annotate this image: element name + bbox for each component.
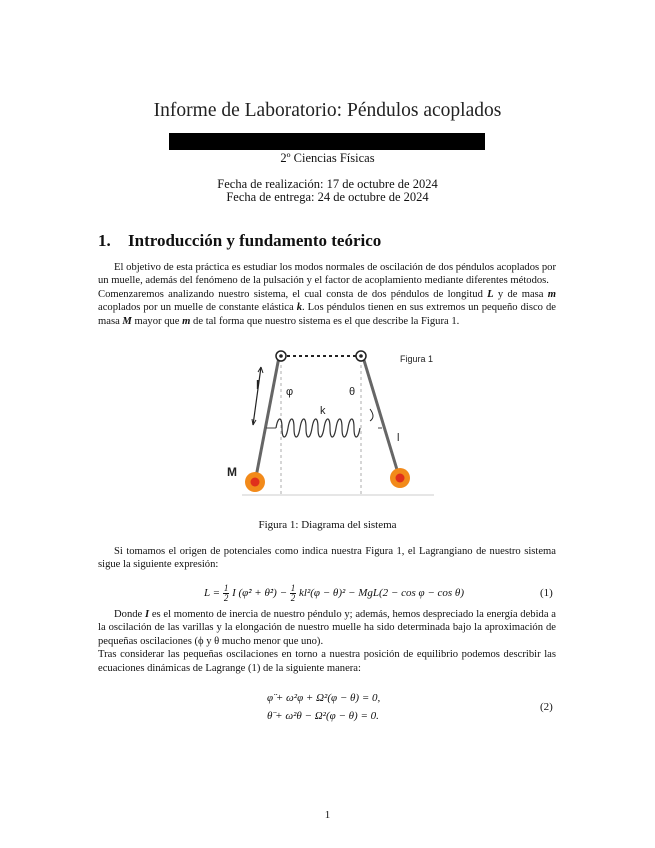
- spring: [276, 419, 360, 437]
- page-number: 1: [324, 809, 331, 821]
- label-l-right: l: [397, 432, 400, 444]
- date-due: Fecha de entrega: 24 de octubre de 2024: [226, 190, 429, 204]
- label-l-left: l: [256, 378, 260, 392]
- paragraph-objective: El objetivo de esta práctica es estudiar los modos normales de oscilación de dos péndulos acoplados por un muelle, además del fenómeno de la pulsación y el factor de acoplamiento mediante diferentes métodos.: [98, 262, 556, 287]
- document-title: Informe de Laboratorio: Péndulos acoplados: [153, 100, 502, 121]
- equation-2-line-1: φ̈ + ω²φ + Ω²(φ − θ) = 0,: [267, 692, 381, 704]
- figure-label: Figura 1: [400, 354, 434, 364]
- fraction-half-2: $\frac{1}{2}$: [290, 583, 296, 603]
- paragraph-system: Comenzaremos analizando nuestro sistema, el cual consta de dos péndulos de longitud L y de masa m acoplados por un muelle de constante elástica k. Los péndulos tienen en sus extremos un pequeño disco de masa M mayor que m de tal forma que nuestro sistema es el que describe la Figura 1.: [98, 288, 556, 327]
- label-phi: φ: [286, 386, 294, 398]
- length-arrow-left: [253, 367, 261, 425]
- date-done: Fecha de realización: 17 de octubre de 2024: [217, 177, 438, 191]
- label-theta: θ: [349, 386, 356, 398]
- equation-2-number: (2): [540, 701, 553, 713]
- section-number: 1.: [98, 231, 111, 250]
- label-k: k: [320, 405, 326, 417]
- course-line: 2º Ciencias Físicas: [280, 151, 375, 165]
- section-heading: [98, 231, 381, 251]
- redacted-author-bar: [169, 133, 485, 150]
- equation-1-number: (1): [540, 587, 553, 599]
- intro-block: [98, 261, 556, 328]
- figure-caption: Figura 1: Diagrama del sistema: [258, 519, 397, 531]
- rod-right: [363, 357, 398, 473]
- fraction-half-1: $\frac{1}{2}$: [223, 583, 229, 603]
- paragraph-inertia: Donde I es el momento de inercia de nuestro péndulo y; además, hemos despreciado la energía debida a la oscilación de las varillas y la elongación de nuestro muelle ha sido determinada bajo la aproximación de pequeñas oscilaciones (ϕ y θ mucho menor que uno).: [98, 609, 556, 647]
- discussion-block: [98, 608, 556, 675]
- section-title: Introducción y fundamento teórico: [128, 231, 382, 250]
- angle-arc-theta: [370, 409, 373, 421]
- lagrangian-intro: Si tomamos el origen de potenciales como indica nuestra Figura 1, el Lagrangiano de nuestro sistema sigue la siguiente expresión:: [98, 546, 556, 571]
- pendulum-diagram: [220, 345, 440, 505]
- label-M: M: [227, 465, 237, 479]
- paragraph-small-oscillations: Tras considerar las pequeñas oscilaciones en torno a nuestra posición de equilibrio podemos describir las ecuaciones dinámicas de Lagrange (1) de la siguiente manera:: [98, 649, 556, 674]
- equation-1: L = $\frac{1}{2}$ I (φ̇² + θ̇²) − $\frac{1}{2}$ kl²(φ − θ)² − MgL(2 − cos φ − cos θ): [204, 583, 464, 603]
- equation-2-line-2: θ̈ + ω²θ − Ω²(φ − θ) = 0.: [267, 710, 379, 722]
